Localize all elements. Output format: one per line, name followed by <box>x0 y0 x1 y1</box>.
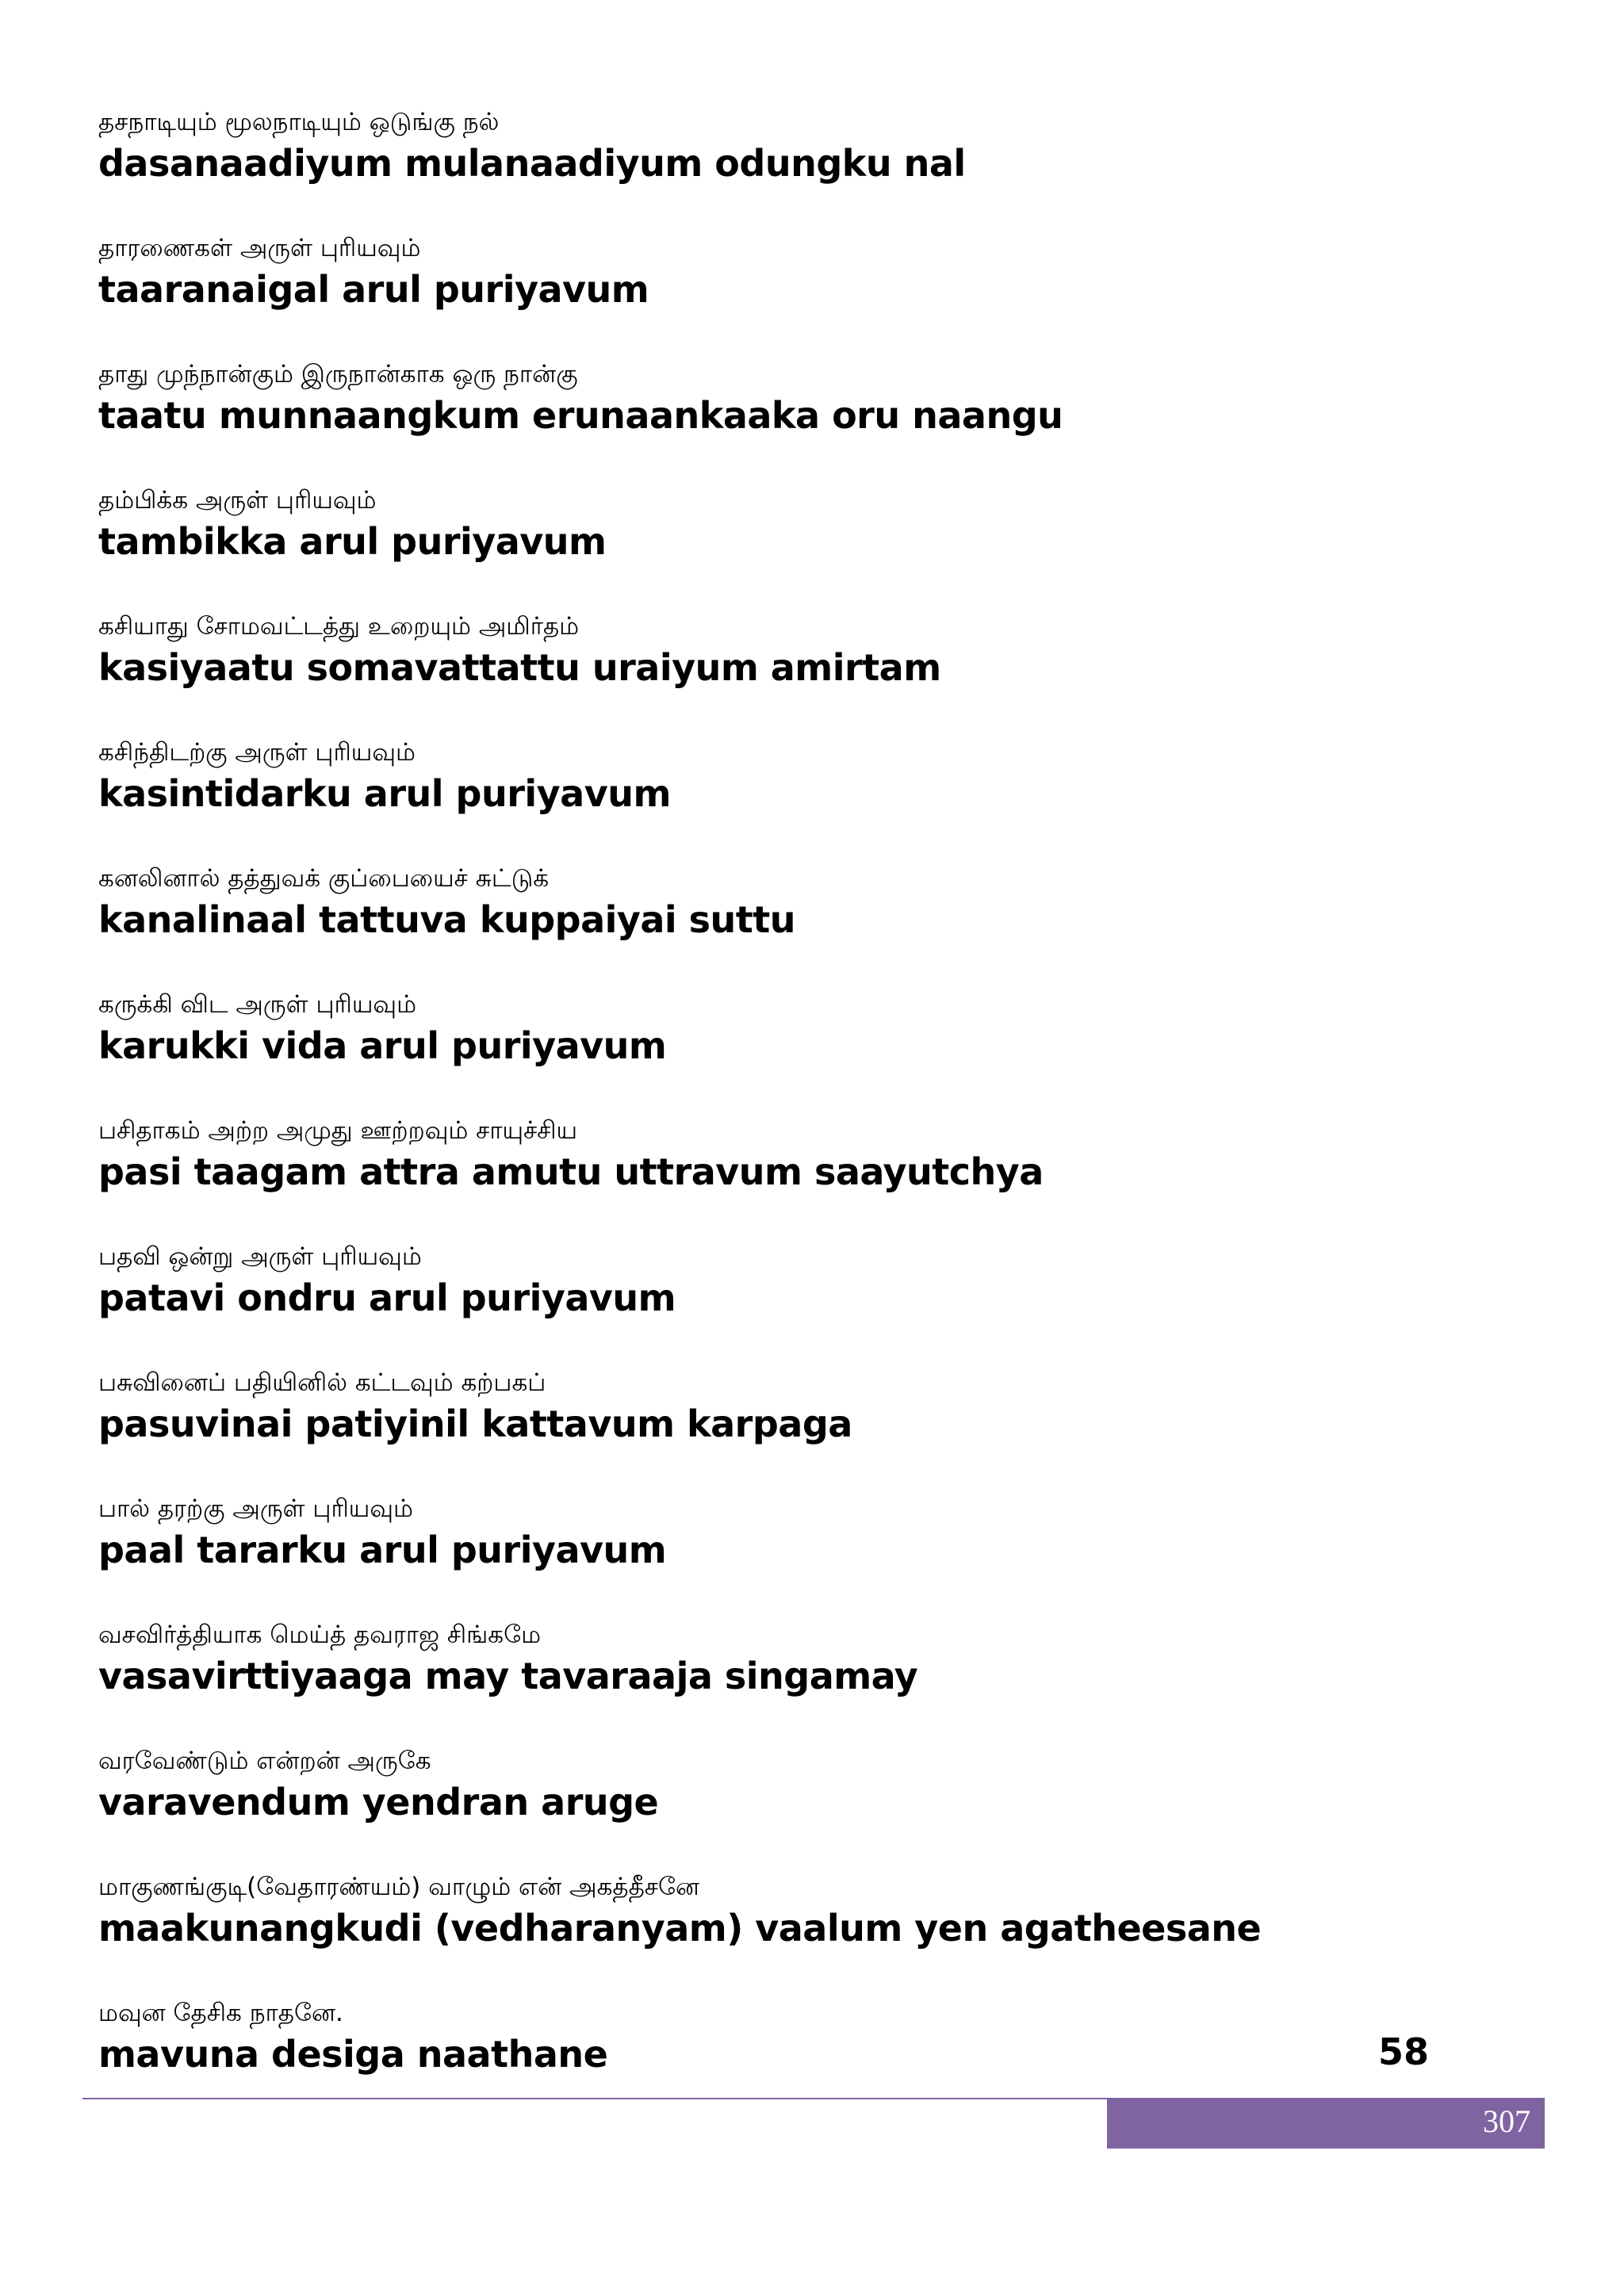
verse-line <box>98 1367 1526 1493</box>
transliteration-text: patavi ondru arul puriyavum <box>98 1276 676 1319</box>
tamil-text: மவுன தேசிக நாதனே. <box>98 1999 343 2027</box>
tamil-text: பதவி ஒன்று அருள் புரியவும் <box>98 1242 422 1271</box>
tamil-text: தாது முந்நான்கும் இருநான்காக ஒரு நான்கு <box>98 360 578 388</box>
transliteration-text: tambikka arul puriyavum <box>98 520 607 563</box>
tamil-text: வரவேண்டும் என்றன் அருகே <box>98 1747 431 1775</box>
verse-line <box>98 1241 1526 1367</box>
tamil-text: கசியாது சோமவட்டத்து உறையும் அமிர்தம் <box>98 612 580 641</box>
page-number: 307 <box>1483 2103 1530 2139</box>
transliteration-text: kasintidarku arul puriyavum <box>98 772 671 815</box>
tamil-text: பால் தரற்கு அருள் புரியவும் <box>98 1494 413 1523</box>
tamil-text: கசிந்திடற்கு அருள் புரியவும் <box>98 738 416 767</box>
transliteration-text: paal tararku arul puriyavum <box>98 1529 667 1571</box>
verse-line <box>98 1619 1526 1745</box>
transliteration-text: mavuna desiga naathane <box>98 2033 608 2076</box>
transliteration-text: maakunangkudi (vedharanyam) vaalum yen agatheesane <box>98 1907 1262 1950</box>
verse-line <box>98 1493 1526 1619</box>
verse-line <box>98 737 1526 863</box>
verse-line <box>98 1745 1526 1871</box>
verse-line <box>98 106 1526 232</box>
tamil-text: வசவிர்த்தியாக மெய்த் தவராஜ சிங்கமே <box>98 1621 542 1649</box>
transliteration-text: kanalinaal tattuva kuppaiyai suttu <box>98 898 796 941</box>
tamil-text: பசுவினைப் பதியினில் கட்டவும் கற்பகப் <box>98 1368 546 1397</box>
tamil-text: தாரணைகள் அருள் புரியவும் <box>98 234 421 262</box>
transliteration-text: vasavirttiyaaga may tavaraaja singamay <box>98 1655 918 1697</box>
tamil-text: கருக்கி விட அருள் புரியவும் <box>98 990 417 1019</box>
verse-line <box>98 863 1526 989</box>
page-number-badge <box>1107 2099 1545 2149</box>
verse-line <box>98 1871 1526 1997</box>
transliteration-text: varavendum yendran aruge <box>98 1781 659 1823</box>
tamil-text: தசநாடியும் மூலநாடியும் ஒடுங்கு நல் <box>98 108 500 136</box>
tamil-text: பசிதாகம் அற்ற அமுது ஊற்றவும் சாயுச்சிய <box>98 1116 578 1145</box>
transliteration-text: dasanaadiyum mulanaadiyum odungku nal <box>98 142 966 185</box>
transliteration-text: karukki vida arul puriyavum <box>98 1024 667 1067</box>
transliteration-text: pasuvinai patiyinil kattavum karpaga <box>98 1402 852 1445</box>
transliteration-text: pasi taagam attra amutu uttravum saayutchya <box>98 1150 1044 1193</box>
song-lyrics <box>98 106 1526 2123</box>
verse-line <box>98 484 1526 610</box>
transliteration-text: kasiyaatu somavattattu uraiyum amirtam <box>98 646 941 689</box>
verse-line <box>98 358 1526 484</box>
verse-line <box>98 989 1526 1115</box>
verse-line <box>98 1115 1526 1241</box>
tamil-text: கனலினால் தத்துவக் குப்பையைச் சுட்டுக் <box>98 864 550 893</box>
tamil-text: தம்பிக்க அருள் புரியவும் <box>98 486 377 515</box>
tamil-text: மாகுணங்குடி(வேதாரண்யம்) வாழும் என் அகத்தீசனே <box>98 1873 700 1901</box>
transliteration-text: taaranaigal arul puriyavum <box>98 268 649 311</box>
verse-number: 58 <box>1378 2030 1430 2073</box>
verse-line <box>98 232 1526 358</box>
verse-line <box>98 610 1526 737</box>
transliteration-text: taatu munnaangkum erunaankaaka oru naangu <box>98 394 1063 437</box>
